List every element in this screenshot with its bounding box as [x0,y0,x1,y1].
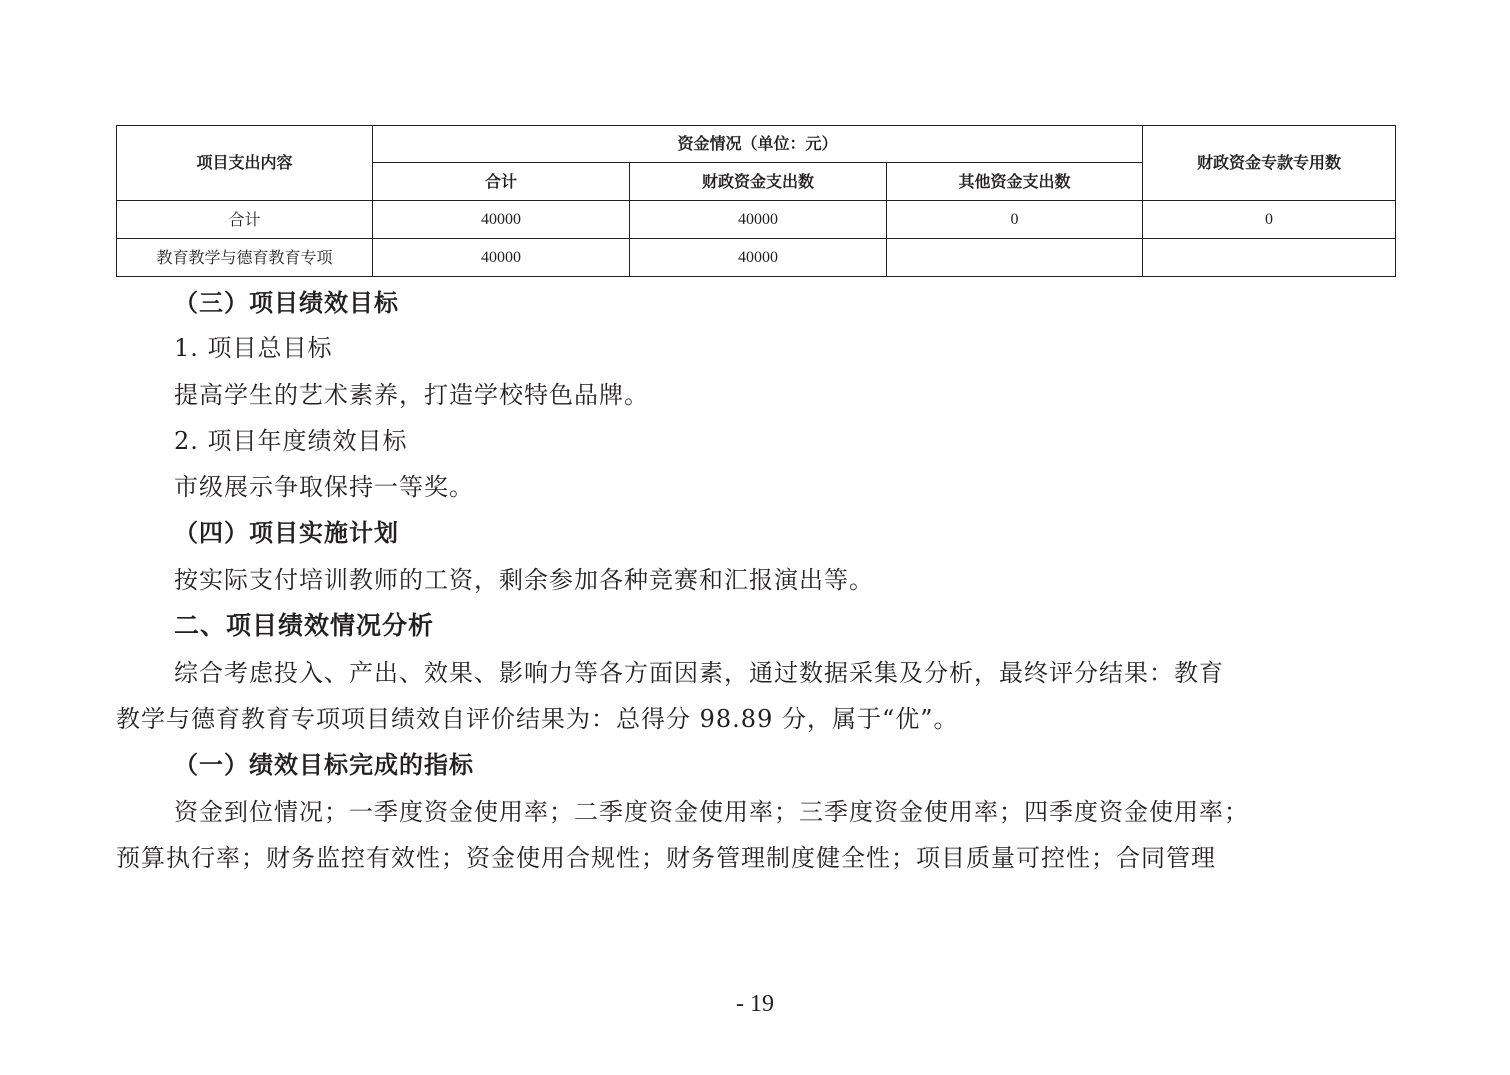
indicators-line-2: 预算执行率；财务监控有效性；资金使用合规性；财务管理制度健全性；项目质量可控性；合同管理 [116,844,1216,872]
cell-special [1143,239,1396,277]
table-row [117,201,1396,239]
section-2-title: 二、项目绩效情况分析 [174,611,435,640]
header-fiscal-spend: 财政资金支出数 [630,163,887,201]
header-total: 合计 [373,163,630,201]
header-special-fund: 财政资金专款专用数 [1143,126,1396,201]
heading-indicators: （一）绩效目标完成的指标 [174,751,474,779]
cell-item: 合计 [117,201,373,239]
goal-1-text: 提高学生的艺术素养，打造学校特色品牌。 [174,381,649,409]
goal-2-text: 市级展示争取保持一等奖。 [174,473,474,501]
header-other-spend: 其他资金支出数 [887,163,1143,201]
page-number: - 19 [736,991,774,1017]
cell-other: 0 [887,201,1143,239]
analysis-line-2: 教学与德育教育专项项目绩效自评价结果为：总得分 98.89 分，属于“优”。 [116,705,959,733]
cell-fiscal: 40000 [630,201,887,239]
indicators-line-1: 资金到位情况；一季度资金使用率；二季度资金使用率；三季度资金使用率；四季度资金使用率； [174,798,1249,826]
cell-total: 40000 [373,201,630,239]
goal-1-title: 1. 项目总目标 [174,334,333,362]
cell-total: 40000 [373,239,630,277]
budget-table [116,125,1396,277]
table-row [117,239,1396,277]
cell-fiscal: 40000 [630,239,887,277]
table-header-row-1 [117,126,1396,163]
cell-item: 教育教学与德育教育专项 [117,239,373,277]
header-funding-group: 资金情况（单位：元） [373,126,1143,163]
analysis-line-1: 综合考虑投入、产出、效果、影响力等各方面因素，通过数据采集及分析，最终评分结果：教育 [174,659,1224,687]
cell-special: 0 [1143,201,1396,239]
goal-2-title: 2. 项目年度绩效目标 [174,427,408,455]
heading-performance-goals: （三）项目绩效目标 [174,289,399,317]
header-item-column: 项目支出内容 [117,126,373,201]
cell-other [887,239,1143,277]
heading-implementation-plan: （四）项目实施计划 [174,519,399,547]
plan-text: 按实际支付培训教师的工资，剩余参加各种竞赛和汇报演出等。 [174,566,874,594]
